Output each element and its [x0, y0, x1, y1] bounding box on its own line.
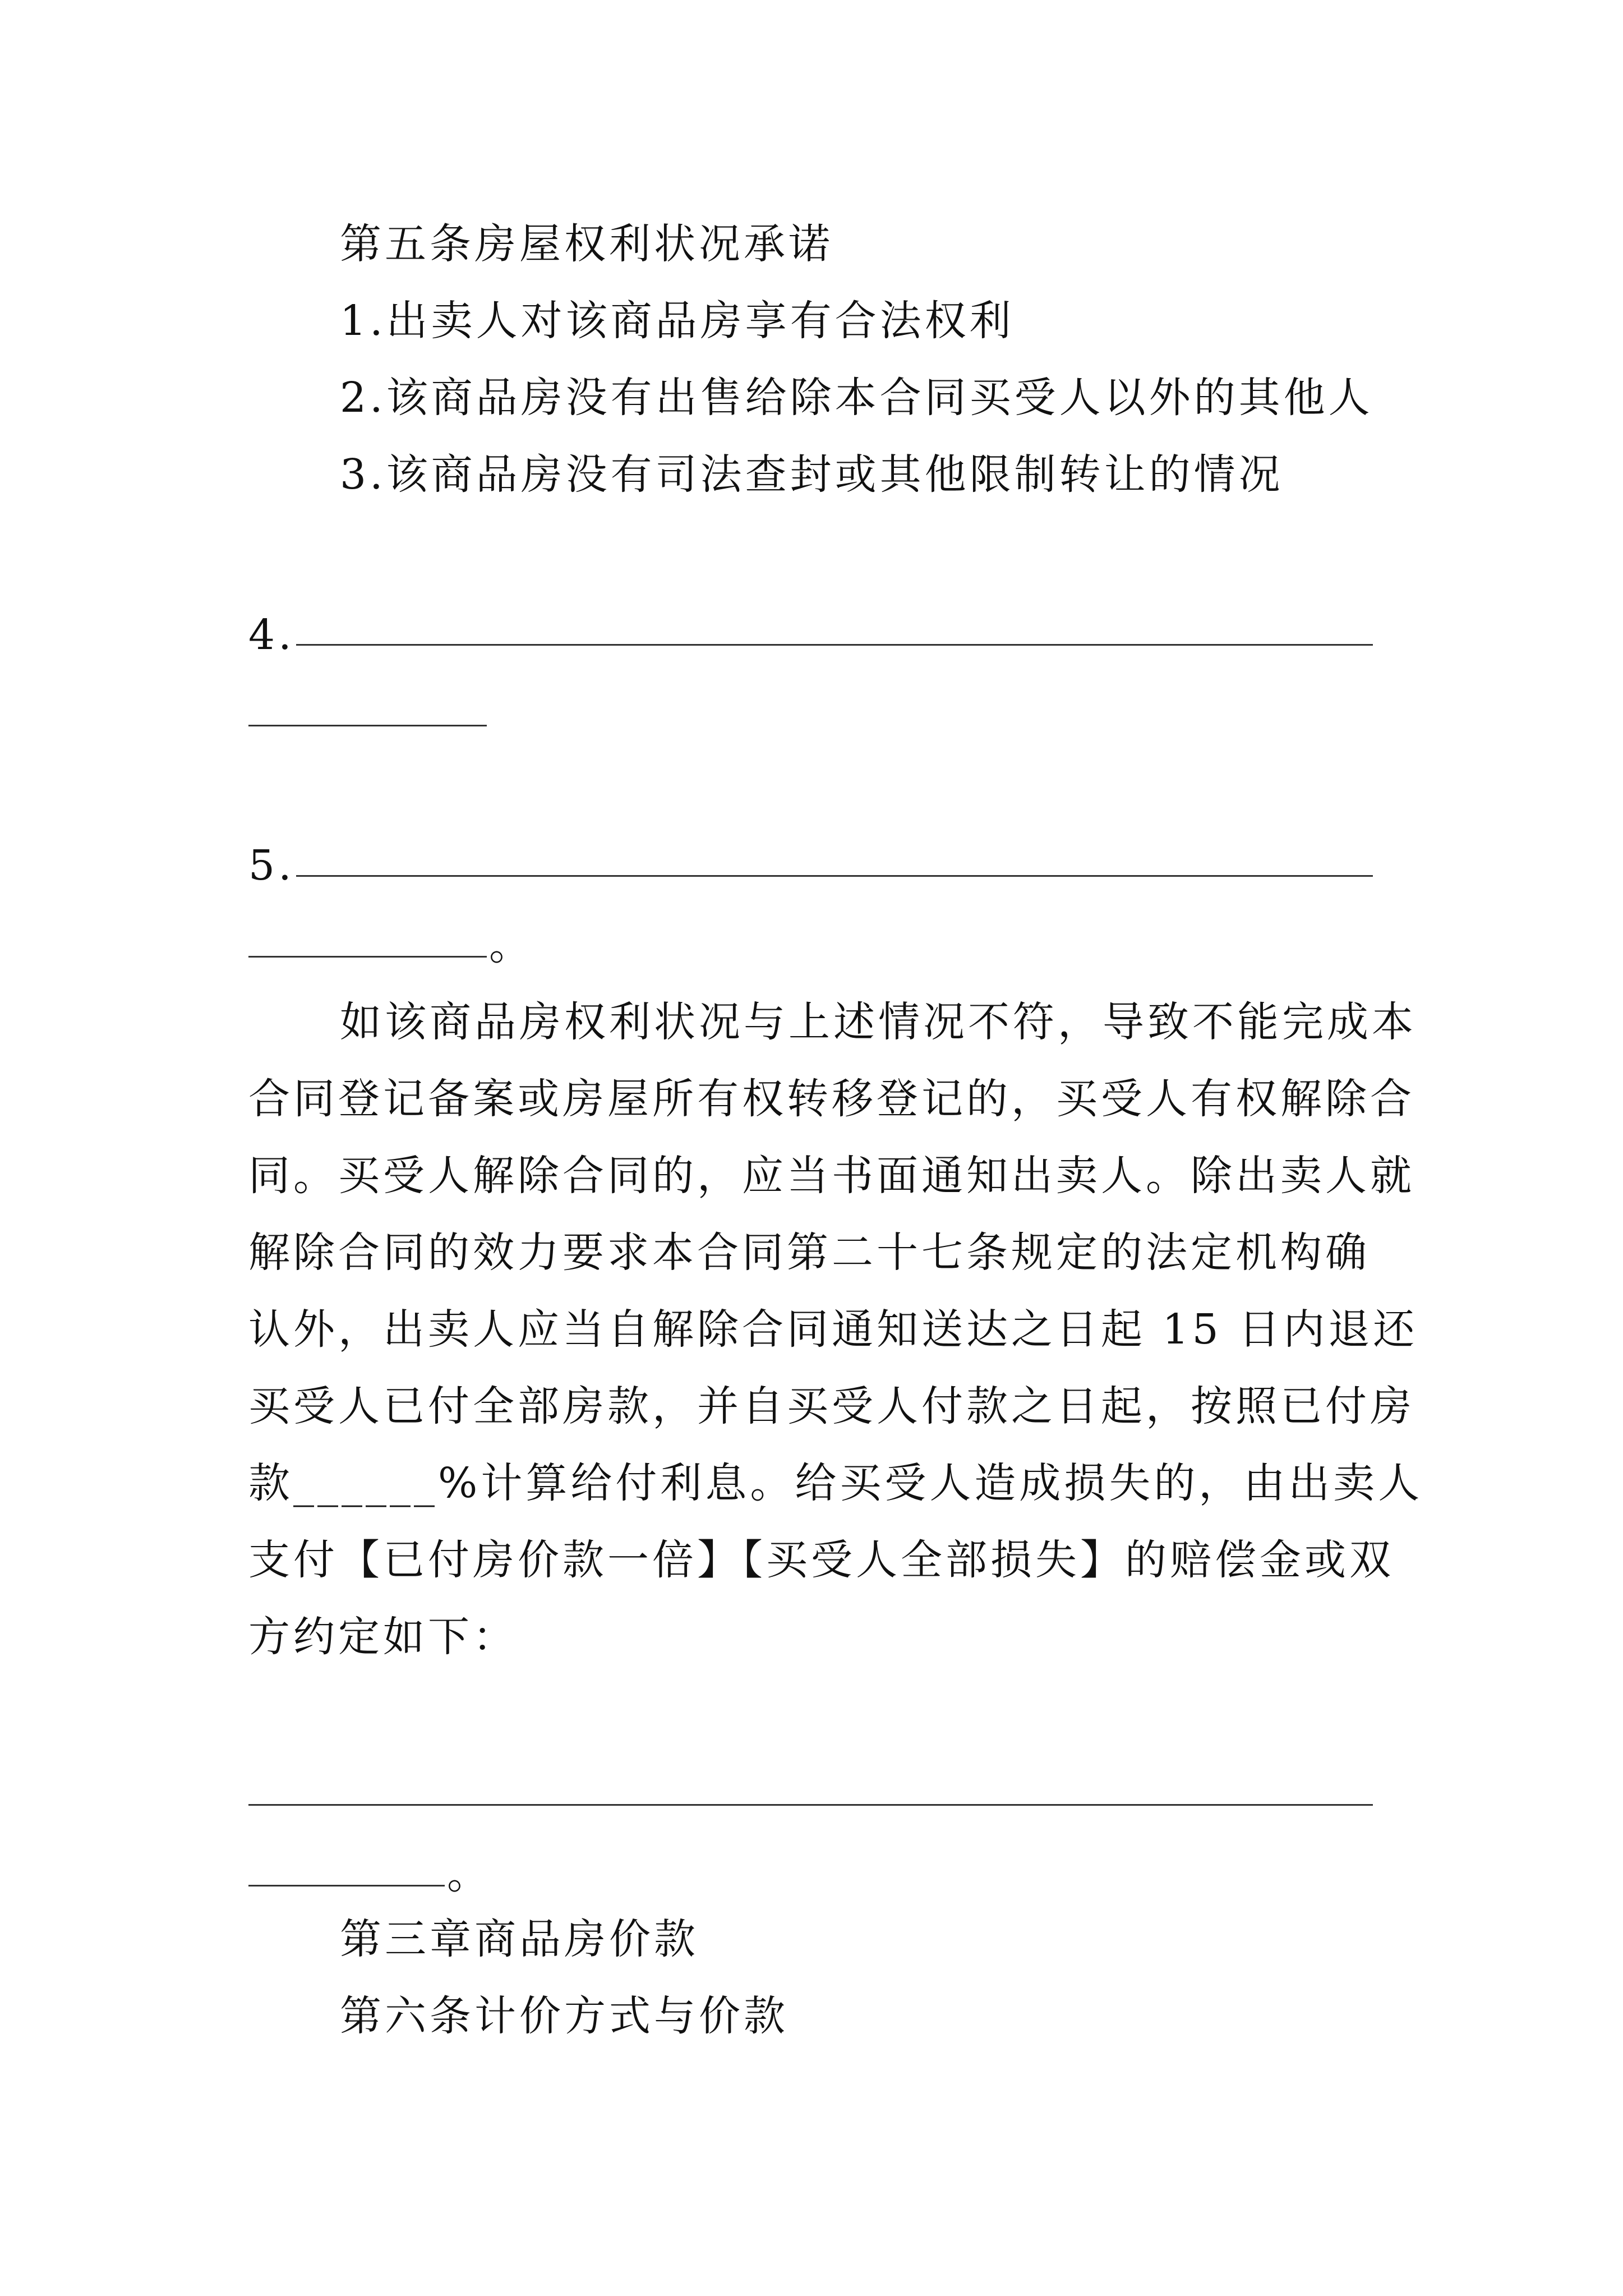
item-5-period: 。	[489, 921, 534, 969]
list-item-5-label: 5.	[248, 841, 295, 890]
list-item-2: 2.该商品房没有出售给除本合同买受人以外的其他人	[340, 374, 1373, 422]
agreement-blank-line-continued	[248, 1885, 445, 1887]
paragraph-line-6: 买受人已付全部房款，并自买受人付款之日起，按照已付房	[248, 1382, 1415, 1430]
paragraph-line-1: 如该商品房权利状况与上述情况不符，导致不能完成本	[340, 998, 1417, 1046]
item-4-blank-line	[296, 644, 1373, 646]
list-item-1: 1.出卖人对该商品房享有合法权利	[340, 297, 1015, 345]
chapter-3-title: 第三章商品房价款	[340, 1915, 699, 1963]
article-6-title: 第六条计价方式与价款	[340, 1992, 789, 2040]
paragraph-line-5: 认外，出卖人应当自解除合同通知送达之日起 15 日内退还	[248, 1305, 1418, 1354]
list-item-3: 3.该商品房没有司法查封或其他限制转让的情况	[340, 450, 1284, 499]
agreement-blank-line	[248, 1804, 1373, 1806]
item-5-blank-line	[296, 875, 1373, 877]
item-5-blank-line-continued	[248, 956, 487, 958]
paragraph-line-7: 款______%计算给付利息。给买受人造成损失的，由出卖人	[248, 1459, 1423, 1507]
article-5-title: 第五条房屋权利状况承诺	[340, 220, 833, 268]
paragraph-line-4: 解除合同的效力要求本合同第二十七条规定的法定机构确	[248, 1228, 1370, 1277]
list-item-4-label: 4.	[248, 611, 295, 659]
agreement-period: 。	[447, 1850, 492, 1898]
paragraph-line-3: 同。买受人解除合同的，应当书面通知出卖人。除出卖人就	[248, 1152, 1415, 1200]
item-4-blank-line-continued	[248, 725, 487, 726]
paragraph-line-9: 方约定如下：	[248, 1613, 518, 1661]
paragraph-line-8: 支付【已付房价款一倍】【买受人全部损失】的赔偿金或双	[248, 1536, 1394, 1584]
paragraph-line-2: 合同登记备案或房屋所有权转移登记的，买受人有权解除合	[248, 1075, 1415, 1123]
